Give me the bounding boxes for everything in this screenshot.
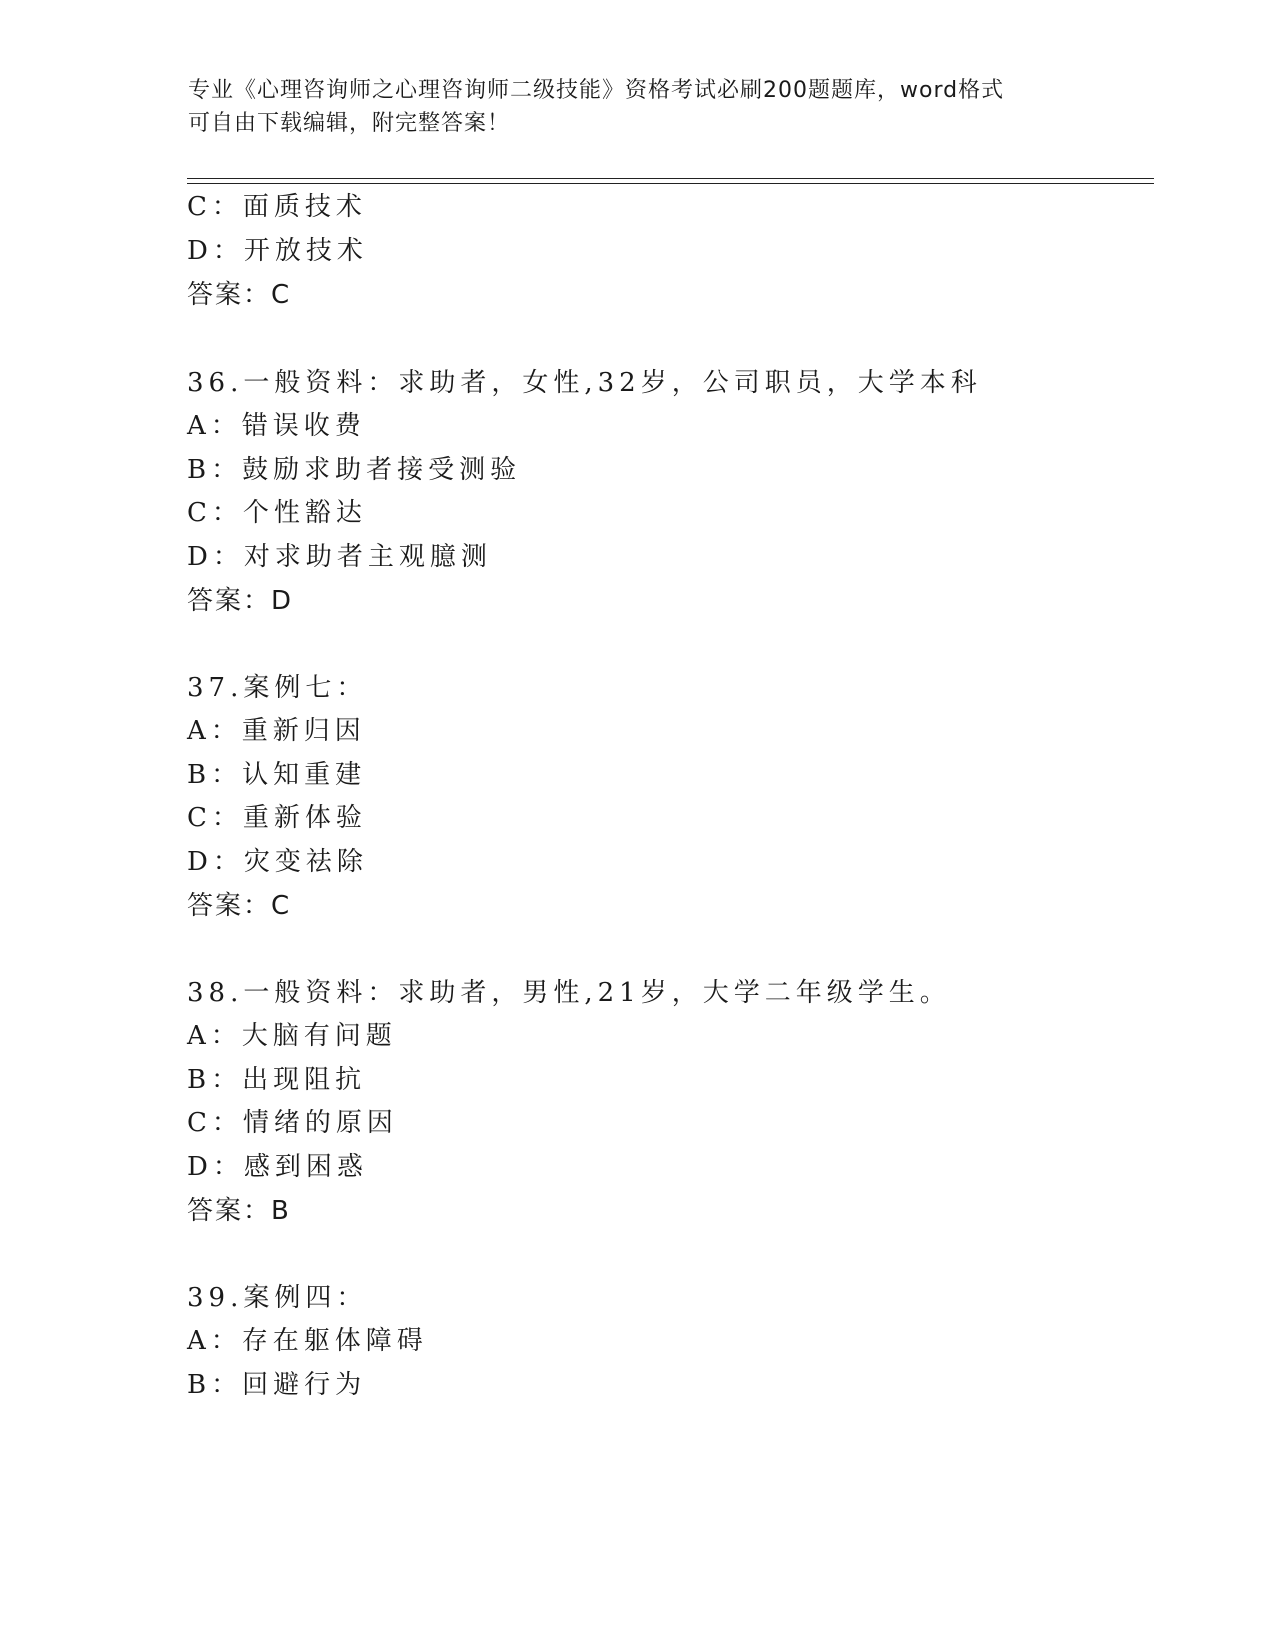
header-line-1: 专业《心理咨询师之心理咨询师二级技能》资格考试必刷200题题库，word格式: [188, 78, 1005, 103]
question-line: 38.一般资料：求助者，男性,21岁，大学二年级学生。: [187, 978, 951, 1008]
answer-line: 答案：C: [187, 280, 292, 310]
option-line: D：灾变祛除: [187, 847, 368, 877]
header-line-2: 可自由下载编辑，附完整答案！: [188, 111, 511, 136]
option-line: A：错误收费: [187, 411, 366, 441]
option-line: C：情绪的原因: [187, 1108, 398, 1138]
option-line: B：回避行为: [187, 1370, 367, 1400]
option-line: C：个性豁达: [187, 498, 367, 528]
option-line: A：大脑有问题: [187, 1021, 397, 1051]
option-line: D：对求助者主观臆测: [187, 542, 492, 572]
question-line: 36.一般资料：求助者，女性,32岁，公司职员，大学本科: [187, 368, 982, 398]
option-line: B：出现阻抗: [187, 1065, 367, 1095]
option-line: A：重新归因: [187, 716, 366, 746]
question-line: 39.案例四：: [187, 1283, 368, 1313]
option-line: D：开放技术: [187, 236, 368, 266]
option-line: B：认知重建: [187, 760, 367, 790]
option-line: B：鼓励求助者接受测验: [187, 455, 522, 485]
answer-line: 答案：C: [187, 891, 292, 921]
page-header: [188, 74, 1088, 140]
header-rule-bottom: [187, 183, 1154, 184]
option-line: C：重新体验: [187, 803, 367, 833]
option-line: D：感到困惑: [187, 1152, 368, 1182]
option-line: C：面质技术: [187, 192, 367, 222]
question-line: 37.案例七：: [187, 673, 368, 703]
header-rule-top: [187, 178, 1154, 179]
answer-line: 答案：D: [187, 586, 294, 616]
answer-line: 答案：B: [187, 1196, 291, 1226]
option-line: A：存在躯体障碍: [187, 1326, 428, 1356]
